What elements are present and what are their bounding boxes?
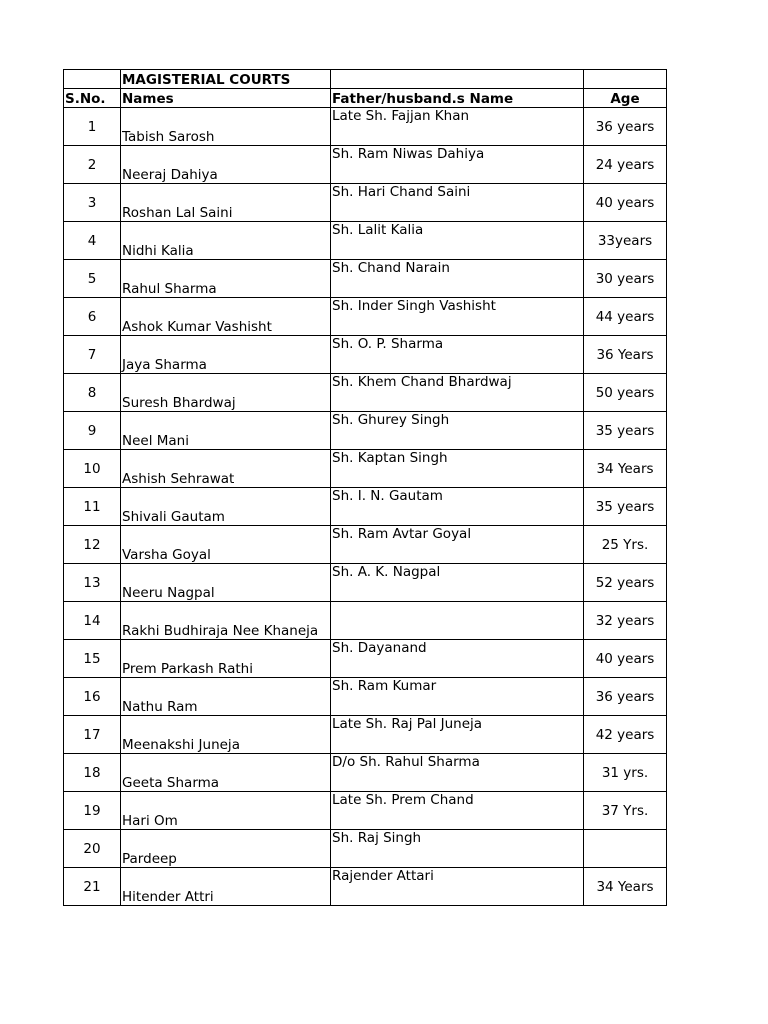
serial-number-cell: 2 xyxy=(64,146,121,184)
serial-number-cell: 9 xyxy=(64,412,121,450)
age-cell: 36 Years xyxy=(584,336,667,374)
father-name-cell: Sh. Raj Singh xyxy=(331,830,584,868)
name-cell: Rakhi Budhiraja Nee Khaneja xyxy=(121,602,331,640)
table-row xyxy=(64,792,667,830)
serial-number-cell: 20 xyxy=(64,830,121,868)
father-name-cell: Sh. Kaptan Singh xyxy=(331,450,584,488)
header-age: Age xyxy=(584,89,667,108)
table-row xyxy=(64,450,667,488)
table-row xyxy=(64,678,667,716)
name-cell: Neeru Nagpal xyxy=(121,564,331,602)
serial-number-cell: 13 xyxy=(64,564,121,602)
serial-number-cell: 18 xyxy=(64,754,121,792)
father-name-cell: Sh. Chand Narain xyxy=(331,260,584,298)
serial-number-cell: 10 xyxy=(64,450,121,488)
age-cell: 30 years xyxy=(584,260,667,298)
name-cell: Nidhi Kalia xyxy=(121,222,331,260)
name-cell: Pardeep xyxy=(121,830,331,868)
name-cell: Tabish Sarosh xyxy=(121,108,331,146)
serial-number-cell: 17 xyxy=(64,716,121,754)
name-cell: Shivali Gautam xyxy=(121,488,331,526)
serial-number-cell: 21 xyxy=(64,868,121,906)
name-cell: Ashok Kumar Vashisht xyxy=(121,298,331,336)
table-row xyxy=(64,336,667,374)
father-name-cell: Sh. Ram Avtar Goyal xyxy=(331,526,584,564)
age-cell: 40 years xyxy=(584,184,667,222)
father-name-cell: Sh. Dayanand xyxy=(331,640,584,678)
father-name-cell: Late Sh. Raj Pal Juneja xyxy=(331,716,584,754)
father-name-cell: Sh. Ram Kumar xyxy=(331,678,584,716)
father-name-cell: Sh. I. N. Gautam xyxy=(331,488,584,526)
name-cell: Prem Parkash Rathi xyxy=(121,640,331,678)
table-row xyxy=(64,412,667,450)
name-cell: Roshan Lal Saini xyxy=(121,184,331,222)
age-cell: 35 years xyxy=(584,412,667,450)
name-cell: Suresh Bhardwaj xyxy=(121,374,331,412)
table-row xyxy=(64,260,667,298)
father-name-cell: Sh. Hari Chand Saini xyxy=(331,184,584,222)
table-row xyxy=(64,602,667,640)
serial-number-cell: 11 xyxy=(64,488,121,526)
table-row xyxy=(64,868,667,906)
age-cell: 34 Years xyxy=(584,450,667,488)
name-cell: Rahul Sharma xyxy=(121,260,331,298)
age-cell: 25 Yrs. xyxy=(584,526,667,564)
father-name-cell: Sh. Ghurey Singh xyxy=(331,412,584,450)
father-name-cell: D/o Sh. Rahul Sharma xyxy=(331,754,584,792)
age-cell: 35 years xyxy=(584,488,667,526)
serial-number-cell: 5 xyxy=(64,260,121,298)
age-cell xyxy=(584,830,667,868)
name-cell: Geeta Sharma xyxy=(121,754,331,792)
header-father-name: Father/husband.s Name xyxy=(331,89,584,108)
table-row xyxy=(64,374,667,412)
serial-number-cell: 3 xyxy=(64,184,121,222)
age-cell: 36 years xyxy=(584,108,667,146)
age-cell: 50 years xyxy=(584,374,667,412)
table-row xyxy=(64,564,667,602)
empty-cell xyxy=(331,70,584,89)
age-cell: 31 yrs. xyxy=(584,754,667,792)
empty-cell xyxy=(64,70,121,89)
age-cell: 34 Years xyxy=(584,868,667,906)
father-name-cell: Sh. A. K. Nagpal xyxy=(331,564,584,602)
age-cell: 33years xyxy=(584,222,667,260)
serial-number-cell: 16 xyxy=(64,678,121,716)
courts-table xyxy=(63,69,667,906)
age-cell: 40 years xyxy=(584,640,667,678)
serial-number-cell: 15 xyxy=(64,640,121,678)
header-row xyxy=(64,89,667,108)
name-cell: Hari Om xyxy=(121,792,331,830)
father-name-cell: Late Sh. Prem Chand xyxy=(331,792,584,830)
serial-number-cell: 7 xyxy=(64,336,121,374)
age-cell: 36 years xyxy=(584,678,667,716)
name-cell: Neel Mani xyxy=(121,412,331,450)
table-row xyxy=(64,716,667,754)
section-title: MAGISTERIAL COURTS xyxy=(121,70,331,89)
header-names: Names xyxy=(121,89,331,108)
serial-number-cell: 14 xyxy=(64,602,121,640)
name-cell: Ashish Sehrawat xyxy=(121,450,331,488)
table-row xyxy=(64,640,667,678)
name-cell: Neeraj Dahiya xyxy=(121,146,331,184)
father-name-cell: Sh. Khem Chand Bhardwaj xyxy=(331,374,584,412)
table-row xyxy=(64,488,667,526)
father-name-cell: Sh. O. P. Sharma xyxy=(331,336,584,374)
serial-number-cell: 4 xyxy=(64,222,121,260)
name-cell: Nathu Ram xyxy=(121,678,331,716)
father-name-cell: Sh. Ram Niwas Dahiya xyxy=(331,146,584,184)
father-name-cell: Sh. Inder Singh Vashisht xyxy=(331,298,584,336)
age-cell: 52 years xyxy=(584,564,667,602)
serial-number-cell: 8 xyxy=(64,374,121,412)
serial-number-cell: 12 xyxy=(64,526,121,564)
age-cell: 42 years xyxy=(584,716,667,754)
empty-cell xyxy=(584,70,667,89)
age-cell: 44 years xyxy=(584,298,667,336)
table-body xyxy=(64,70,667,906)
section-title-row xyxy=(64,70,667,89)
table-row xyxy=(64,108,667,146)
name-cell: Meenakshi Juneja xyxy=(121,716,331,754)
header-sno: S.No. xyxy=(64,89,121,108)
table-row xyxy=(64,526,667,564)
name-cell: Jaya Sharma xyxy=(121,336,331,374)
serial-number-cell: 1 xyxy=(64,108,121,146)
father-name-cell: Sh. Lalit Kalia xyxy=(331,222,584,260)
serial-number-cell: 6 xyxy=(64,298,121,336)
name-cell: Varsha Goyal xyxy=(121,526,331,564)
table-row xyxy=(64,222,667,260)
serial-number-cell: 19 xyxy=(64,792,121,830)
age-cell: 24 years xyxy=(584,146,667,184)
name-cell: Hitender Attri xyxy=(121,868,331,906)
father-name-cell: Late Sh. Fajjan Khan xyxy=(331,108,584,146)
table-row xyxy=(64,754,667,792)
table-row xyxy=(64,184,667,222)
age-cell: 37 Yrs. xyxy=(584,792,667,830)
table-row xyxy=(64,830,667,868)
father-name-cell: Rajender Attari xyxy=(331,868,584,906)
table-row xyxy=(64,146,667,184)
age-cell: 32 years xyxy=(584,602,667,640)
father-name-cell xyxy=(331,602,584,640)
table-row xyxy=(64,298,667,336)
